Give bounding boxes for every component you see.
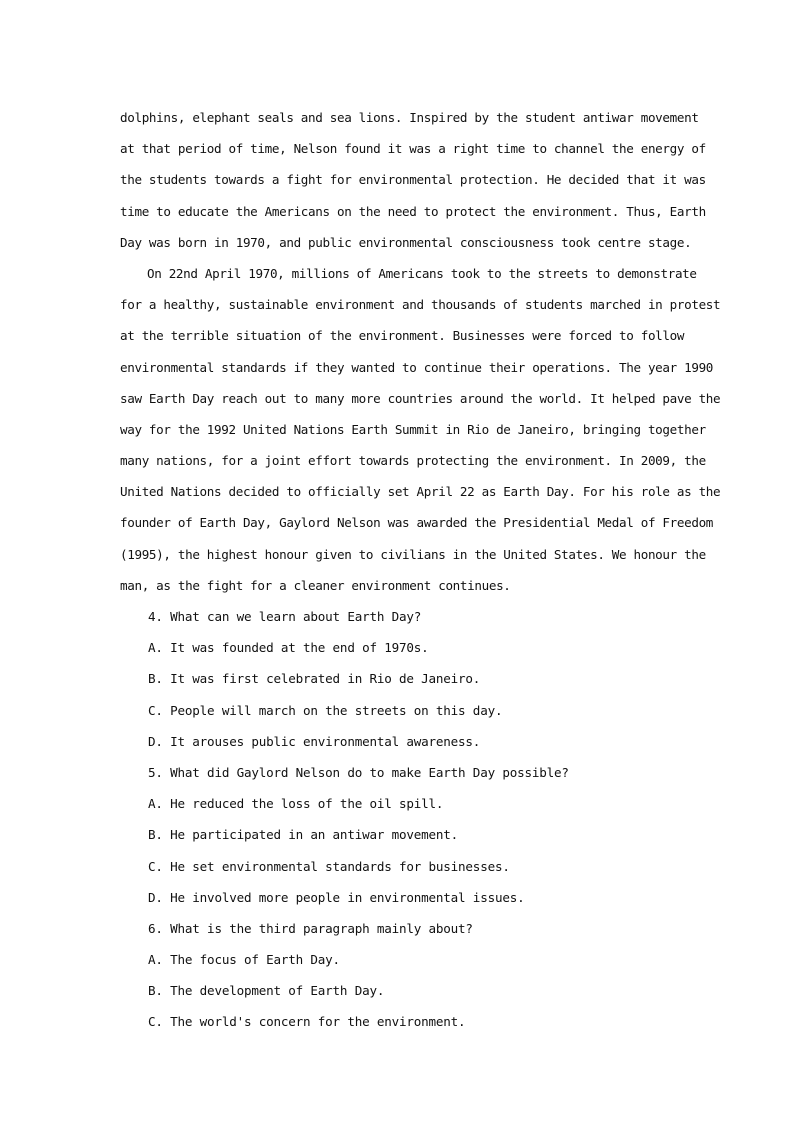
option-c: C. He set environmental standards for businesses. bbox=[148, 858, 510, 874]
question-6 bbox=[120, 913, 674, 1038]
text-line: On 22nd April 1970, millions of Americans took to the streets to demonstrate bbox=[147, 265, 697, 281]
text-line: for a healthy, sustainable environment and thousands of students marched in protest bbox=[120, 297, 721, 313]
option-a: A. The focus of Earth Day. bbox=[148, 952, 340, 968]
text-line: environmental standards if they wanted to continue their operations. The year 1990 bbox=[120, 359, 714, 375]
option-c: C. The world's concern for the environment. bbox=[148, 1014, 466, 1030]
text-line: at the terrible situation of the environment. Businesses were forced to follow bbox=[120, 328, 685, 344]
option-b: B. The development of Earth Day. bbox=[148, 983, 385, 999]
question-5 bbox=[120, 757, 674, 913]
text-line: way for the 1992 United Nations Earth Summit in Rio de Janeiro, bringing together bbox=[120, 421, 706, 437]
question-4 bbox=[120, 601, 674, 757]
question-stem: 6. What is the third paragraph mainly about? bbox=[148, 920, 473, 936]
text-line: man, as the fight for a cleaner environment continues. bbox=[120, 577, 511, 593]
text-line: founder of Earth Day, Gaylord Nelson was awarded the Presidential Medal of Freedom bbox=[120, 515, 714, 531]
paragraph-continuation bbox=[120, 102, 706, 258]
question-stem: 5. What did Gaylord Nelson do to make Earth Day possible? bbox=[148, 764, 569, 780]
option-a: A. It was founded at the end of 1970s. bbox=[148, 640, 429, 656]
option-a: A. He reduced the loss of the oil spill. bbox=[148, 796, 444, 812]
text-line: at that period of time, Nelson found it was a right time to channel the energy of bbox=[120, 141, 706, 157]
paragraph-third bbox=[120, 258, 721, 601]
text-line: dolphins, elephant seals and sea lions. Inspired by the student antiwar movement bbox=[120, 110, 699, 125]
text-line: United Nations decided to officially set April 22 as Earth Day. For his role as the bbox=[120, 484, 721, 500]
option-b: B. He participated in an antiwar movement. bbox=[148, 827, 459, 843]
option-d: D. It arouses public environmental awareness. bbox=[148, 733, 481, 749]
question-stem: 4. What can we learn about Earth Day? bbox=[148, 609, 422, 624]
text-line: Day was born in 1970, and public environmental consciousness took centre stage. bbox=[120, 234, 692, 250]
text-line: saw Earth Day reach out to many more countries around the world. It helped pave the bbox=[120, 390, 721, 406]
text-line: time to educate the Americans on the need to protect the environment. Thus, Earth bbox=[120, 203, 706, 219]
document-page bbox=[120, 102, 721, 1038]
option-b: B. It was first celebrated in Rio de Janeiro. bbox=[148, 671, 481, 687]
option-d: D. He involved more people in environmental issues. bbox=[148, 889, 525, 905]
text-line: many nations, for a joint effort towards protecting the environment. In 2009, the bbox=[120, 453, 706, 469]
text-line: (1995), the highest honour given to civilians in the United States. We honour the bbox=[120, 546, 706, 562]
text-line: the students towards a fight for environmental protection. He decided that it was bbox=[120, 172, 706, 188]
option-c: C. People will march on the streets on this day. bbox=[148, 702, 503, 718]
